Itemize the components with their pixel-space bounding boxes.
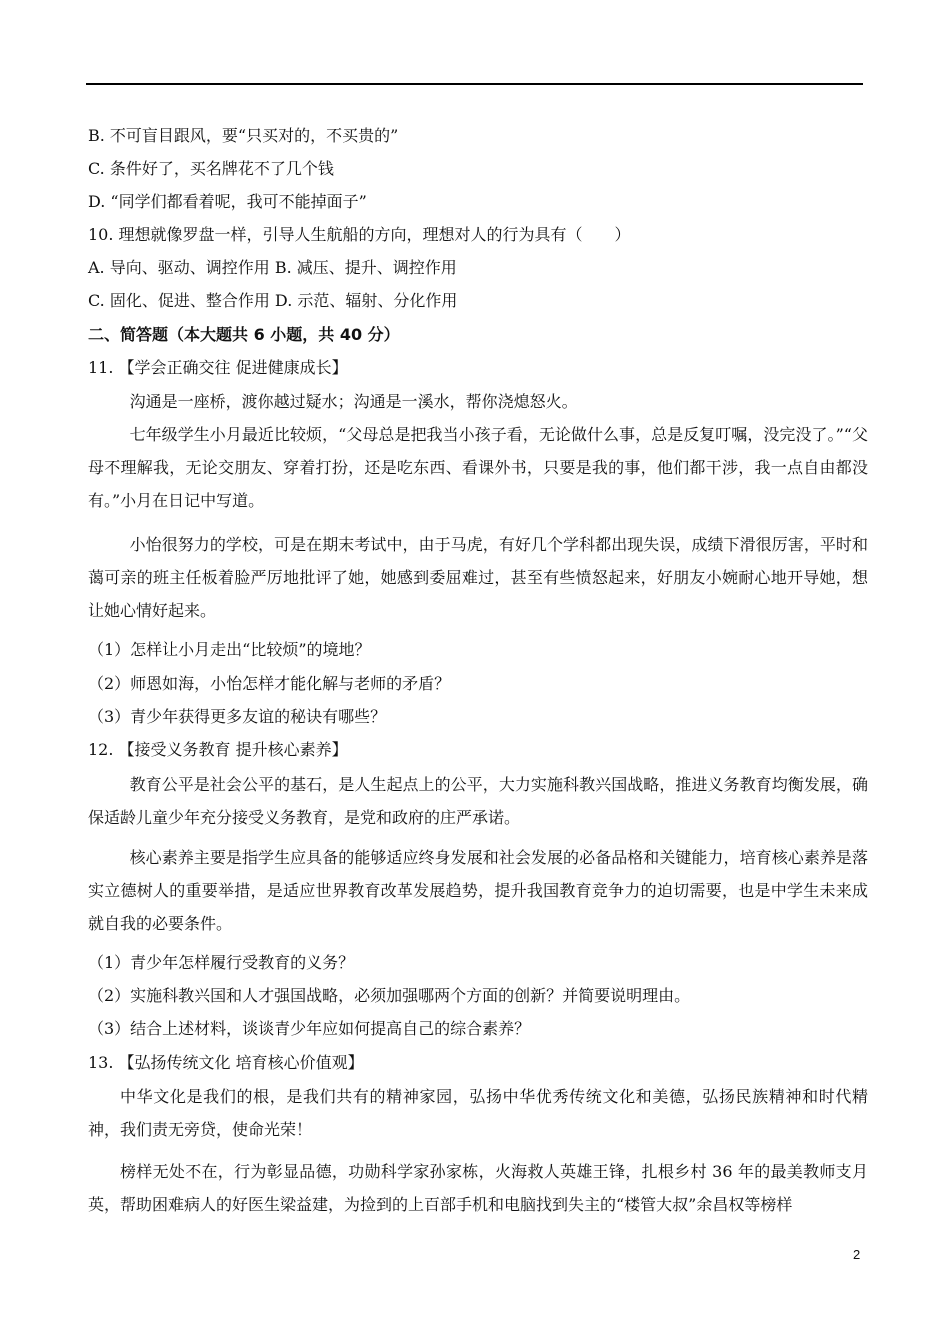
question-11-subquestion: （3）青少年获得更多友谊的秘诀有哪些？: [88, 707, 387, 726]
question-12-title: 12. 【接受义务教育 提升核心素养】: [88, 740, 348, 759]
question-12-subquestion: （2）实施科教兴国和人才强国战略，必须加强哪两个方面的创新？并简要说明理由。: [88, 986, 691, 1005]
question-11-paragraph: 沟通是一座桥，渡你越过疑水；沟通是一溪水，帮你浇熄怒火。: [129, 392, 578, 411]
question-13-paragraph: 榜样无处不在，行为彰显品德，功勋科学家孙家栋，火海救人英雄王锋，扎根乡村 36 年的最美教师支月英，帮助困难病人的好医生梁益建，为捡到的上百部手机和电脑找到失主的“楼管大叔”余昌权等榜样: [88, 1162, 868, 1214]
choice-q9-c: C. 条件好了，买名牌花不了几个钱: [88, 159, 334, 178]
question-11-paragraph: 七年级学生小月最近比较烦，“父母总是把我当小孩子看，无论做什么事，总是反复叮嘱，没完没了。”“父母不理解我，无论交朋友、穿着打扮，还是吃东西、看课外书，只要是我的事，他们都干涉，我一点自由都没有。”小月在日记中写道。: [88, 425, 868, 510]
question-12-paragraph: 教育公平是社会公平的基石，是人生起点上的公平，大力实施科教兴国战略，推进义务教育均衡发展，确保适龄儿童少年充分接受义务教育，是党和政府的庄严承诺。: [88, 775, 868, 827]
section-heading: 二、简答题（本大题共 6 小题，共 40 分）: [88, 325, 400, 344]
question-11-subquestion: （1）怎样让小月走出“比较烦”的境地？: [88, 640, 371, 659]
choice-q9-d: D. “同学们都看着呢，我可不能掉面子”: [88, 192, 367, 211]
choice-q10-ab: A. 导向、驱动、调控作用 B. 减压、提升、调控作用: [88, 258, 457, 277]
question-12-paragraph: 核心素养主要是指学生应具备的能够适应终身发展和社会发展的必备品格和关键能力，培育核心素养是落实立德树人的重要举措，是适应世界教育改革发展趋势，提升我国教育竞争力的迫切需要，也是中学生未来成就自我的必要条件。: [88, 848, 868, 933]
question-11-paragraph: 小怡很努力的学校，可是在期末考试中，由于马虎，有好几个学科都出现失误，成绩下滑很厉害，平时和蔼可亲的班主任板着脸严厉地批评了她，她感到委屈难过，甚至有些愤怒起来，好朋友小婉耐心地开导她，想让她心情好起来。: [88, 535, 868, 620]
question-12-subquestion: （1）青少年怎样履行受教育的义务？: [88, 953, 355, 972]
question-13-paragraph: 中华文化是我们的根，是我们共有的精神家园，弘扬中华优秀传统文化和美德，弘扬民族精神和时代精神，我们责无旁贷，使命光荣！: [88, 1087, 868, 1139]
question-11-subquestion: （2）师恩如海，小怡怎样才能化解与老师的矛盾？: [88, 674, 451, 693]
choice-q10-cd: C. 固化、促进、整合作用 D. 示范、辐射、分化作用: [88, 291, 458, 310]
question-13-title: 13. 【弘扬传统文化 培育核心价值观】: [88, 1053, 364, 1072]
header-rule: [86, 83, 863, 85]
page-number: 2: [853, 1247, 861, 1262]
question-10-stem: 10. 理想就像罗盘一样，引导人生航船的方向，理想对人的行为具有（ ）: [88, 225, 631, 244]
question-12-subquestion: （3）结合上述材料，谈谈青少年应如何提高自己的综合素养？: [88, 1019, 531, 1038]
choice-q9-b: B. 不可盲目跟风，要“只买对的，不买贵的”: [88, 126, 399, 145]
question-11-title: 11. 【学会正确交往 促进健康成长】: [88, 358, 348, 377]
